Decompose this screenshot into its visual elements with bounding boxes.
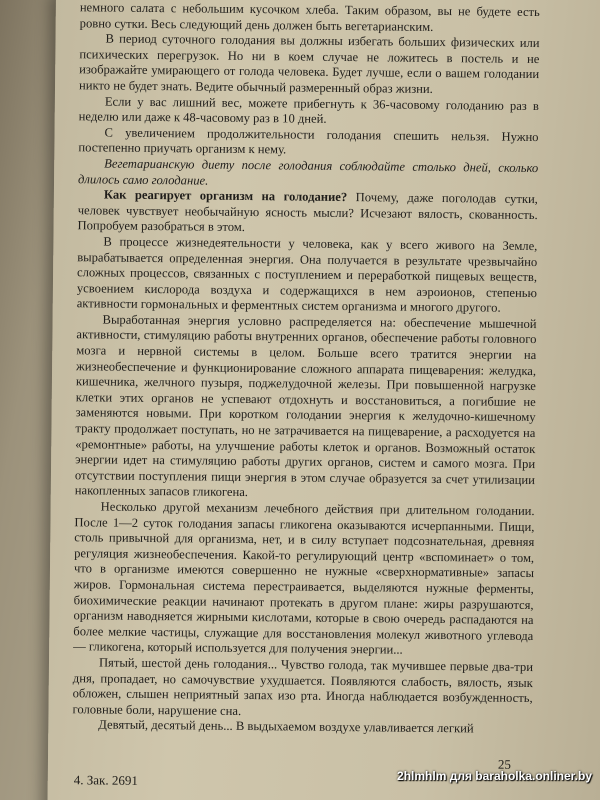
watermark: 2hlmhlm для baraholka.onliner.by: [397, 769, 592, 783]
paragraph-8: Выработанная энергия условно распределяется на: обеспечение мышечной активности, стимуляцию работы внутренних органов, обеспечение работы головного мозга и нервной системы в целом. Больше всего тратится энергии на жизнеобеспечение и функционирование сложного аппарата пищеварения: желудка, кишечника, желчного пузыря, поджелудочной железы. При повышенной нагрузке клетки этих органов не успевают отдохнуть и восстановиться, а погибшие не заменяются новыми. При коротком голодании энергия к желудочно-кишечному тракту продолжает поступать, но не затрачивается на пищеварение, а расходуется на «ремонтные» работы, на улучшение работы клеток и органов. Возможный остаток энергии идет на стимуляцию работы других органов, систем и самого мозга. При отсутствии поступления пищи энергия в этом случае образуется за счет утилизации накопленных запасов гликогена.: [74, 312, 537, 500]
section-heading: Как реагирует организм на голодание?: [103, 187, 348, 205]
paragraph-6: [77, 187, 537, 239]
paragraph-1: немного салата с небольшим кусочком хлеба. Таким образом, вы не будете есть ровно сутки. Весь следующий день должен быть вегетарианским.: [79, 0, 540, 34]
paragraph-4: С увеличением продолжительности голодания спешить нельзя. Нужно постепенно приучать организм к нему.: [78, 125, 539, 157]
page-number: 25: [497, 756, 512, 772]
paragraph-7: В процессе жизнедеятельности у человека, как у всего живого на Земле, вырабатывается определенная энергия. Она получается в результате чрезвычайно сложных процессов, связанных с поступлением и переработкой пищевых веществ, усвоением кислорода воздуха и содержащихся в нем аэроионов, степенью активности гормональных и ферментных систем организма и многого другого.: [76, 234, 538, 315]
printer-signature: 4. Зак. 2691: [73, 772, 138, 788]
page-body-text: [72, 0, 540, 738]
paragraph-6-text: Почему, даже поголодав сутки, человек чувствует необычайную ясность мысли? Исчезают вялость, скованность. Попробуем разобраться в этом.: [77, 190, 538, 235]
paragraph-5-italic-rule: Вегетарианскую диету после голодания соблюдайте столько дней, сколько длилось само голодание.: [77, 156, 539, 188]
paragraph-10: Пятый, шестой день голодания... Чувство голода, так мучившее первые два-три дня, пропадает, но самочувствие ухудшается. Появляются слабость, вялость, язык обложен, слышен неприятный запах изо рта. Иногда наблюдается возбужденность, головные боли, нарушение сна.: [72, 655, 534, 718]
paragraph-3: Если у вас лишний вес, можете прибегнуть к 36-часовому голоданию раз в неделю или даже к 48-часовому раз в 10 дней.: [78, 94, 539, 126]
paragraph-2: В период суточного голодания вы должны избегать больших физических или психических перегрузок. Но ни в коем случае не ложитесь в постель и не изображайте умирающего от голода человека. Будет лучше, если о вашем голодании никто не будет знать. Ведите обычный размеренный образ жизни.: [78, 31, 540, 96]
paragraph-11: Девятый, десятый день... В выдыхаемом воздухе улавливается легкий: [98, 717, 474, 736]
book-page: [47, 0, 600, 800]
paragraph-9: Несколько другой механизм лечебного действия при длительном голодании. После 1—2 суток голодания запасы гликогена оказываются исчерпанными. Пищи, столь привычной для организма, нет, и в силу вступает подсознательная, древняя регуляция жизнеобеспечения. Какой-то регулирующий центр «вспоминает» о том, что в организме имеются совершенно не нужные «сверхнормативные» запасы жиров. Гормональная система перестраивается, выделяются нужные ферменты, биохимические реакции начинают протекать в другом плане: жиры разрушаются, организм наводняется жирными кислотами, которые в свою очередь распадаются на более мелкие частицы, служащие для восстановления молекул животного углевода — гликогена, который используется для получения энергии...: [73, 499, 535, 658]
